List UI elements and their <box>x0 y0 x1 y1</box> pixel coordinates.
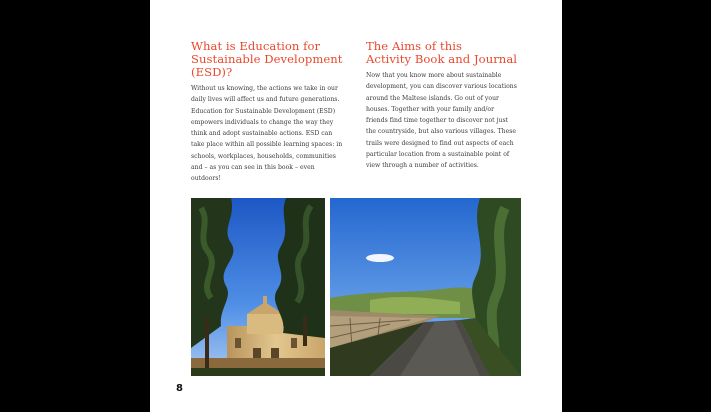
church-and-pines-photo <box>191 198 325 376</box>
text-line: Now that you know more about sustainable <box>366 72 502 79</box>
text-line: trails were designed to find out aspects of each <box>366 139 514 147</box>
text-line: around the Maltese islands. Go out of your <box>366 94 499 102</box>
heading-line: Activity Book and Journal <box>366 52 518 66</box>
heading-line: (ESD)? <box>191 65 233 79</box>
text-line: think and adopt sustainable actions. ESD can <box>191 130 333 138</box>
text-line: particular location from a sustainable point of <box>366 151 510 159</box>
text-line: take place within all possible learning spaces: in <box>191 141 343 149</box>
text-line: daily lives will affect us and future generations. <box>191 96 340 104</box>
text-line: development, you can discover various locations <box>366 83 517 91</box>
text-line: schools, workplaces, households, communities <box>191 152 336 160</box>
book-page <box>150 0 562 412</box>
text-line: Without us knowing, the actions we take in our <box>191 85 338 92</box>
text-line: and – as you can see in this book – even <box>191 164 315 172</box>
aims-paragraph <box>366 70 526 172</box>
text-line: houses. Together with your family and/or <box>366 105 495 113</box>
text-line: empowers individuals to change the way they <box>191 118 334 126</box>
text-line: the countryside, but also various villages. These <box>366 128 516 136</box>
text-line: friends find time together to discover not just <box>366 117 509 125</box>
heading-line: The Aims of this <box>366 39 462 53</box>
text-line: Education for Sustainable Development (ESD) <box>191 107 336 115</box>
heading-line: What is Education for <box>191 39 321 53</box>
text-line: outdoors! <box>191 175 221 183</box>
country-lane-photo <box>330 198 521 376</box>
esd-paragraph <box>191 83 349 185</box>
aims-heading <box>366 40 526 66</box>
esd-heading <box>191 40 351 79</box>
text-line: view through a number of activities. <box>366 162 479 170</box>
heading-line: Sustainable Development <box>191 52 343 66</box>
page-number: 8 <box>176 383 183 394</box>
